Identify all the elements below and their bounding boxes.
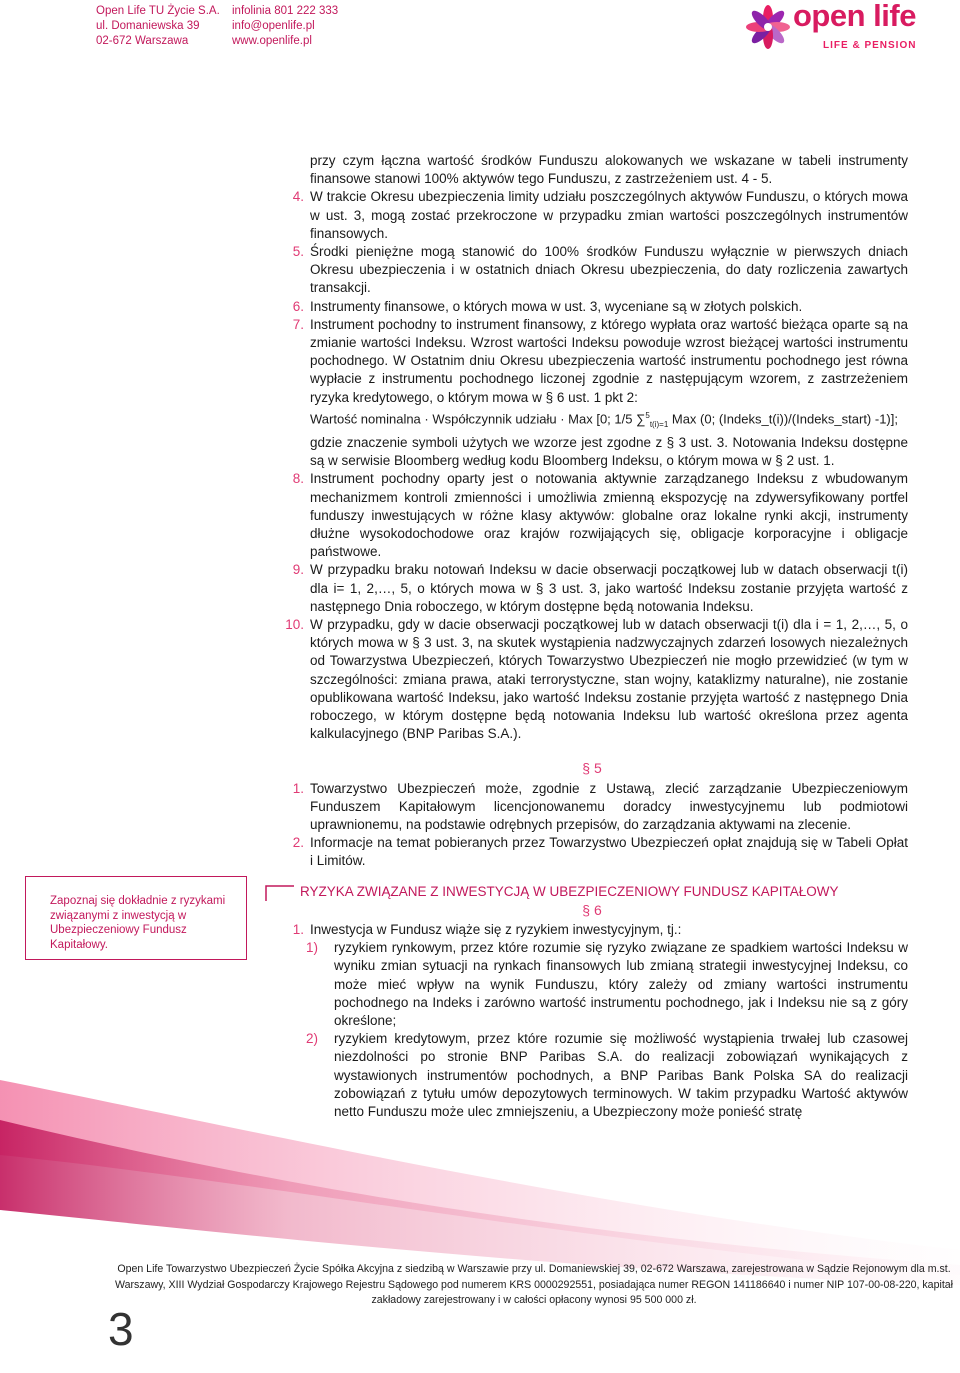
item-number: 7. [292,316,304,332]
decorative-swoosh [0,1060,960,1373]
sub-item-number: 2) [306,1031,319,1047]
logo-tagline: LIFE & PENSION [823,40,917,51]
page-number: 3 [108,1303,134,1355]
company-contact [232,4,338,49]
item-text: Instrument pochodny to instrument finansowy, z którego wypłata oraz wartość bieżąca oparte są na zmianie wartości Indeksu. Wzrost wartości Indeksu powoduje wzrost bieżącej wartości instrumentu pochodnego. W Ostatnim dniu Okresu ubezpieczenia wartość instrumentu pochodnego jest równa wypłacie z instrumentu pochodnego liczonej zgodnie z następującym wzorem, z zastrzeżeniem ryzyka kredytowego, o którym mowa w § 6 ust. 1 pkt 2: [310,316,908,405]
list-item [276,834,908,870]
list-item [276,470,908,561]
footer-line: Open Life Towarzystwo Ubezpieczeń Życie Spółka Akcyjna z siedzibą w Warszawie przy ul. Domaniewskiej 39, 02-672 Warszawa, zarejestrowana w Sądzie Rejonowym dla m.st. [117,1263,951,1275]
bracket-accent [264,884,296,902]
list-item [276,298,908,316]
list-item [276,780,908,835]
website-link[interactable]: www.openlife.pl [232,35,312,47]
section-heading-5: § 5 [582,760,602,777]
item-text: Instrumenty finansowe, o których mowa w ust. 3, wyceniane są w złotych polskich. [310,298,803,314]
item-number: 10. [285,617,304,632]
item-text: W przypadku, gdy w dacie obserwacji początkowej lub w datach obserwacji t(i) dla i = 1, 2,…, 5, o których mowa w § 3 ust. 3, na skutek wystąpienia nadzwyczajnych zdarzeń losowych niezależnych od Towarzystwa Ubezpieczeń, których Towarzystwo Ubezpieczeń nie mogło przewidzieć (w tym w szczególności: zmiana prawa, ataki terrorystyczne, stan wojny, kataklizmy naturalne), nie zostanie opublikowana wartość Indeksu, jako wartość Indeksu zostanie przyjęta wartość z następnego Dnia roboczego, w którym dostępne będą notowania Indeksu lub wartość określona przez agenta kalkulacyjnego (BNP Paribas S.A.). [310,617,908,742]
item-number: 4. [292,189,304,205]
item-text: Towarzystwo Ubezpieczeń może, zgodnie z Ustawą, zlecić zarządzanie Ubezpieczeniowym Funduszem Kapitałowym licencjonowanemu doradcy inwestycyjnemu lub podmiotowi uprawnionemu, na podstawie odrębnych przepisów, do zarządzania aktywami na zlecenie. [310,780,908,833]
email-link[interactable]: info@openlife.pl [232,20,315,32]
item-text: Informacje na temat pobieranych przez Towarzystwo Ubezpieczeń opłat znajdują się w Tabeli Opłat i Limitów. [310,835,908,869]
item-number: 1. [292,780,304,796]
list-item [276,243,908,298]
address-line: 02-672 Warszawa [96,35,189,47]
company-address [96,4,220,49]
item-text: Inwestycja w Fundusz wiąże się z ryzykiem inwestycyjnym, tj.: [310,922,682,938]
footer-line: Warszawy, XIII Wydział Gospodarczy Krajowego Rejestru Sądowego pod numerem KRS 0000292551, posiadająca numer REGON 141186640 i numer NIP 107-00-08-220, kapitał [114,1278,954,1291]
footer-line: zakładowy zarejestrowany i w całości opłacony wynosi 95 500 000 zł. [371,1294,697,1306]
address-line: Open Life TU Życie S.A. [96,5,220,17]
sub-item-text: ryzykiem kredytowym, przez które rozumie się możliwość wystąpienia trwałej lub czasowej niezdolności po stronie BNP Paribas S.A. do realizacji zobowiązań wynikających z wystawionych instrumentów pochodnych, a BNP Paribas Bank Polska SA do realizacji zobowiązań z tytułu umów depozytowych terminowych. W takim przypadku Wartość aktywów netto Funduszu może ulec zmniejszeniu, a Ubezpieczony może ponieść stratę [334,1031,908,1120]
address-line: ul. Domaniewska 39 [96,20,200,32]
risk-section-title: RYZYKA ZWIĄZANE Z INWESTYCJĄ W UBEZPIECZENIOWY FUNDUSZ KAPITAŁOWY [300,883,839,899]
payout-formula: Wartość nominalna · Współczynnik udziału · Max [0; 1/5 ∑$^5_{t(i)=1}$ Max (0; (Indeks_t(i))/(Indeks_start) -1)]; [310,410,898,429]
item-text: Środki pieniężne mogą stanowić do 100% środków Funduszu wyłącznie w pierwszych dniach Okresu ubezpieczenia i w ostatnich dniach Okresu ubezpieczenia, do daty rozliczenia zawartych transakcji. [310,244,908,296]
item-text: gdzie znaczenie symboli użytych we wzorze jest zgodne z § 3 ust. 3. Notowania Indeksu dostępne są w serwisie Bloomberg według kodu Bloomberg Indeksu, o którym mowa w § 2 ust. 1. [310,434,908,469]
open-life-logo [745,2,955,52]
item-number: 6. [292,298,304,314]
item-text: W trakcie Okresu ubezpieczenia limity udziału poszczególnych aktywów Funduszu, o których mowa w ust. 3, mogą zostać przekroczone w przypadku zmian wartości poszczególnych instrumentów finansowych. [310,189,908,241]
document-body [276,152,908,1121]
item-number: 5. [292,244,304,260]
intro-paragraph: przy czym łączna wartość środków Funduszu alokowanych we wskazane w tabeli instrumenty finansowe stanowi 100% aktywów tego Funduszu, z zastrzeżeniem ust. 4 - 5. [310,153,908,187]
sub-item-number: 1) [306,940,319,956]
item-number: 9. [292,562,304,578]
item-text: W przypadku braku notowań Indeksu w dacie obserwacji początkowej lub w datach obserwacji t(i) dla i= 1, 2,…, 5, o których mowa w § 3 ust. 3, jako wartość Indeksu zostanie przyjęta wartość z następnego Dnia roboczego, w którym dostępne będą notowania Indeksu. [310,562,908,614]
list-item [276,188,908,243]
item-text: Instrument pochodny oparty jest o notowania aktywnie zarządzanego Indeksu z wbudowanym mechanizmem kontroli zmienności i umożliwia zmienną ekspozycję na zdywersyfikowany portfel funduszy inwestujących w różne klasy aktywów: globalne oraz lokalne rynki akcji, instrumenty dłużne wysokodochodowe oraz krajów rozwijających się, obligacje korporacyjne i obligacje państwowe. [310,471,908,560]
legal-footer [108,1262,960,1309]
hotline: infolinia 801 222 333 [232,5,339,17]
risk-warning-text: Zapoznaj się dokładnie z ryzykami związanymi z inwestycją w Ubezpieczeniowy Fundusz Kapitałowy. [50,895,226,951]
logo-wordmark: open life [793,0,916,33]
sub-item-text: ryzykiem rynkowym, przez które rozumie się ryzyko związane ze spadkiem wartości Indeksu w wyniku zmian sytuacji na rynkach finansowych lub zmianą strategii inwestycyjnej Indeksu, co może mieć wpływ na wynik Funduszu, który zależy od zmiany wartości instrumentu pochodnego na Indeks i zarówno wartość instrumentu pochodnego, jak i Indeksu nie są z góry określone; [334,940,908,1029]
item-number: 8. [292,471,304,487]
flower-icon [745,4,791,50]
list-item [276,316,908,471]
list-item [276,561,908,616]
section-heading-6: § 6 [582,901,602,918]
item-number: 1. [292,922,304,938]
risk-warning-box [25,876,247,960]
list-item [276,616,908,743]
sub-list-item [276,939,908,1030]
list-item [276,921,908,939]
item-number: 2. [292,835,304,851]
